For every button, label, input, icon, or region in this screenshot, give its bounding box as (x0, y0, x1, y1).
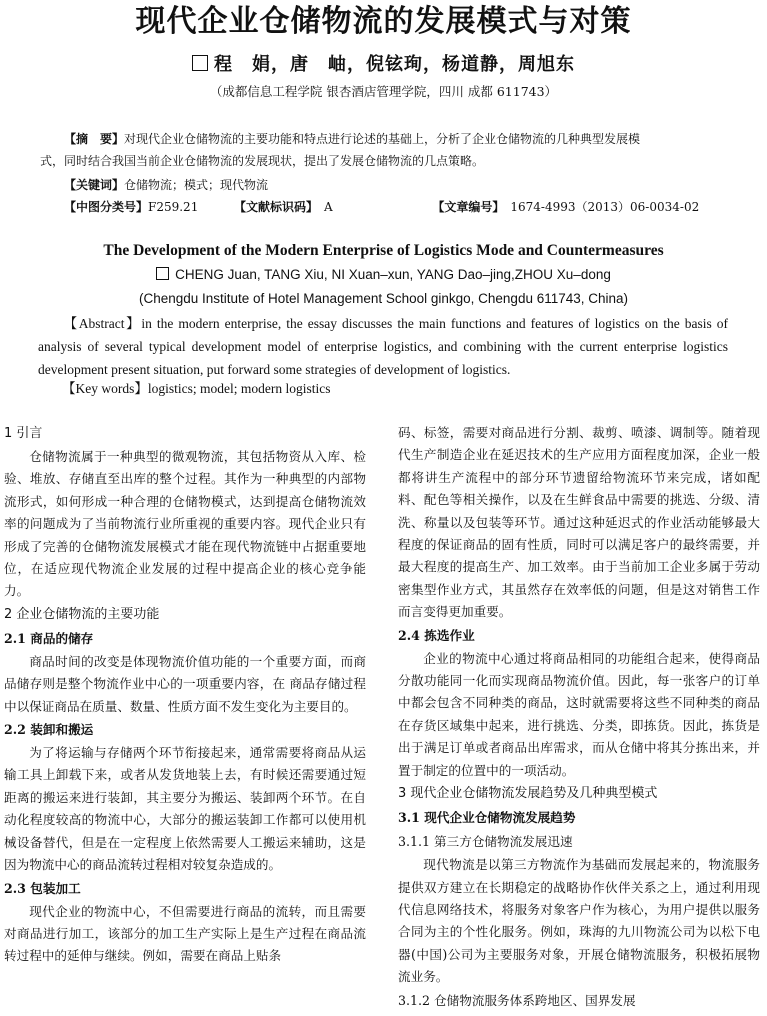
english-abstract-label: 【Abstract】 (62, 316, 142, 331)
clc-label: 【中图分类号】 (64, 200, 149, 214)
checkbox-square-icon (156, 267, 169, 280)
author-names: 程 娟，唐 岫，倪铉珣，杨道静，周旭东 (214, 54, 575, 75)
english-affiliation: (Chengdu Institute of Hotel Management School ginkgo, Chengdu 611743, China) (138, 291, 629, 306)
paragraph: 商品时间的改变是体现物流价值功能的一个重要方面，而商品储存则是整个物流作业中心的一项重要内容，在 商品存储过程中以保证商品在质量、数量、性质方面不发生变化为主要目的。 (4, 653, 366, 714)
section-heading: 1 引言 (4, 426, 43, 441)
clc-value: F259.21 (148, 200, 199, 214)
english-keywords-text: logistics; model; modern logistics (147, 381, 331, 396)
doc-code-value: A (324, 200, 333, 214)
cn-abstract-text1: 对现代企业仓储物流的主要功能和特点进行论述的基础上，分析了企业仓储物流的几种典型发展模 (124, 132, 641, 146)
cn-keywords-text: 仓储物流；模式；现代物流 (124, 178, 269, 192)
subsubsection-heading: 3.1.2 仓储物流服务体系跨地区、国界发展 (398, 992, 636, 1008)
section-heading: 3 现代企业仓储物流发展趋势及几种典型模式 (398, 786, 658, 802)
left-column (4, 422, 366, 968)
paragraph: 为了将运输与存储两个环节衔接起来，通常需要将商品从运输工具上卸载下来，或者从发货地装上去，有时候还需要通过短距离的搬运来进行装卸，其主要分为搬运、装卸两个环节。在自动化程度较高的物流中心，大部分的搬运装卸工作都可以使用机械设备替代，但是在一定程度上依然需要人工搬运来辅助，这是因为物流中心的商品流转过程相对较复杂造成的。 (4, 745, 366, 873)
english-keywords (62, 378, 331, 400)
author-list (0, 52, 767, 78)
subsection-heading: 3.1 现代企业仓储物流发展趋势 (398, 810, 576, 826)
right-column (398, 422, 760, 1013)
paragraph: 码、标签，需要对商品进行分割、裁剪、喷漆、调制等。随着现代生产制造企业在延迟技术的生产应用方面程度加深，企业一般都将讲生产流程中的部分环节遗留给物流环节来完成，诸如配料、配色等相关操作，以及在生鲜食品中需要的挑选、分级、清洗、称量以及包装等环节。通过这种延迟式的作业活动能够最大程度的保证商品的固有性质，同时可以满足客户的最终需要，并最大程度的提高生产、加工效率。由于当前加工企业多属于劳动密集型作业方式，其虽然存在效率低的问题，但是这对销售工作而言变得更加重要。 (398, 425, 760, 620)
english-keywords-label: 【Key words】 (62, 381, 148, 396)
checkbox-square-icon (192, 55, 208, 71)
english-abstract-text: in the modern enterprise, the essay discusses the main functions and features of logistics on the basis of analysis of several typical development model of enterprise logistics, and combining with the current enterprise logistics development present situation, put forward some strategies of development of logistics. (38, 316, 729, 377)
subsection-heading: 2.2 装卸和搬运 (4, 722, 94, 738)
cn-abstract-line2: 式，同时结合我国当前企业仓储物流的发展现状，提出了发展仓储物流的几点策略。 (40, 154, 485, 168)
subsection-heading: 2.1 商品的储存 (4, 630, 94, 646)
subsection-heading: 2.3 包装加工 (4, 880, 81, 896)
english-authors (0, 265, 767, 285)
english-author-names: CHENG Juan, TANG Xiu, NI Xuan–xun, YANG Dao–jing,ZHOU Xu–dong (175, 267, 611, 282)
doc-code-label: 【文献标识码】 (234, 200, 319, 214)
cn-keywords-label: 【关键词】 (64, 178, 125, 192)
english-title: The Development of the Modern Enterprise of Logistics Mode and Countermeasures (103, 242, 664, 259)
classification-row (40, 196, 730, 218)
subsection-heading: 2.4 拣选作业 (398, 627, 475, 643)
paper-title: 现代企业仓储物流的发展模式与对策 (135, 4, 632, 39)
section-heading: 2 企业仓储物流的主要功能 (4, 606, 160, 622)
cn-keywords (40, 174, 730, 196)
affiliation: （成都信息工程学院 银杏酒店管理学院，四川 成都 611743） (209, 84, 558, 99)
cn-abstract-label: 【摘 要】 (64, 132, 125, 146)
cn-abstract-line1 (40, 128, 730, 150)
subsubsection-heading: 3.1.1 第三方仓储物流发展迅速 (398, 834, 573, 850)
cn-abstract (40, 128, 730, 172)
paragraph: 现代企业的物流中心，不但需要进行商品的流转，而且需要对商品进行加工，该部分的加工生产实际上是生产过程在商品流转过程中的延伸与继续。例如，需要在商品上贴条 (4, 903, 366, 964)
english-abstract (38, 312, 728, 381)
article-no-value: 1674-4993（2013）06-0034-02 (510, 200, 700, 214)
article-no-label: 【文章编号】 (432, 200, 505, 214)
paragraph: 仓储物流属于一种典型的微观物流，其包括物资从入库、检验、堆放、存储直至出库的整个过程。其作为一种典型的内部物流形式，如何形成一种合理的仓储物模式，达到提高仓储物流效率的问题成为了当前物流行业所重视的重要内容。现代企业只有形成了完善的仓储物流发展模式才能在现代物流链中占据重要地位，在适应现代物流企业发展的过程中提高企业的核心竞争能力。 (4, 449, 366, 599)
paragraph: 现代物流是以第三方物流作为基础而发展起来的，物流服务提供双方建立在长期稳定的战略协作伙伴关系之上，通过利用现代信息网络技术，将服务对象客户作为核心，为用户提供以服务合同为主的个性化服务。例如，珠海的九川物流公司为以松下电器(中国)公司为主要服务对象，开展仓储物流服务，积极拓展物流业务。 (398, 857, 760, 985)
paragraph: 企业的物流中心通过将商品相同的功能组合起来，使得商品分散功能同一化而实现商品物流价值。因此，每一张客户的订单中都会包含不同种类的商品，这时就需要将这些不同种类的商品在存货区域集中起来，进行挑选、分类，即拣货。因此，拣货是出于满足订单或者商品出库需求，而从仓储中将其分拣出来，并置于制定的位置中的一项活动。 (398, 650, 760, 778)
